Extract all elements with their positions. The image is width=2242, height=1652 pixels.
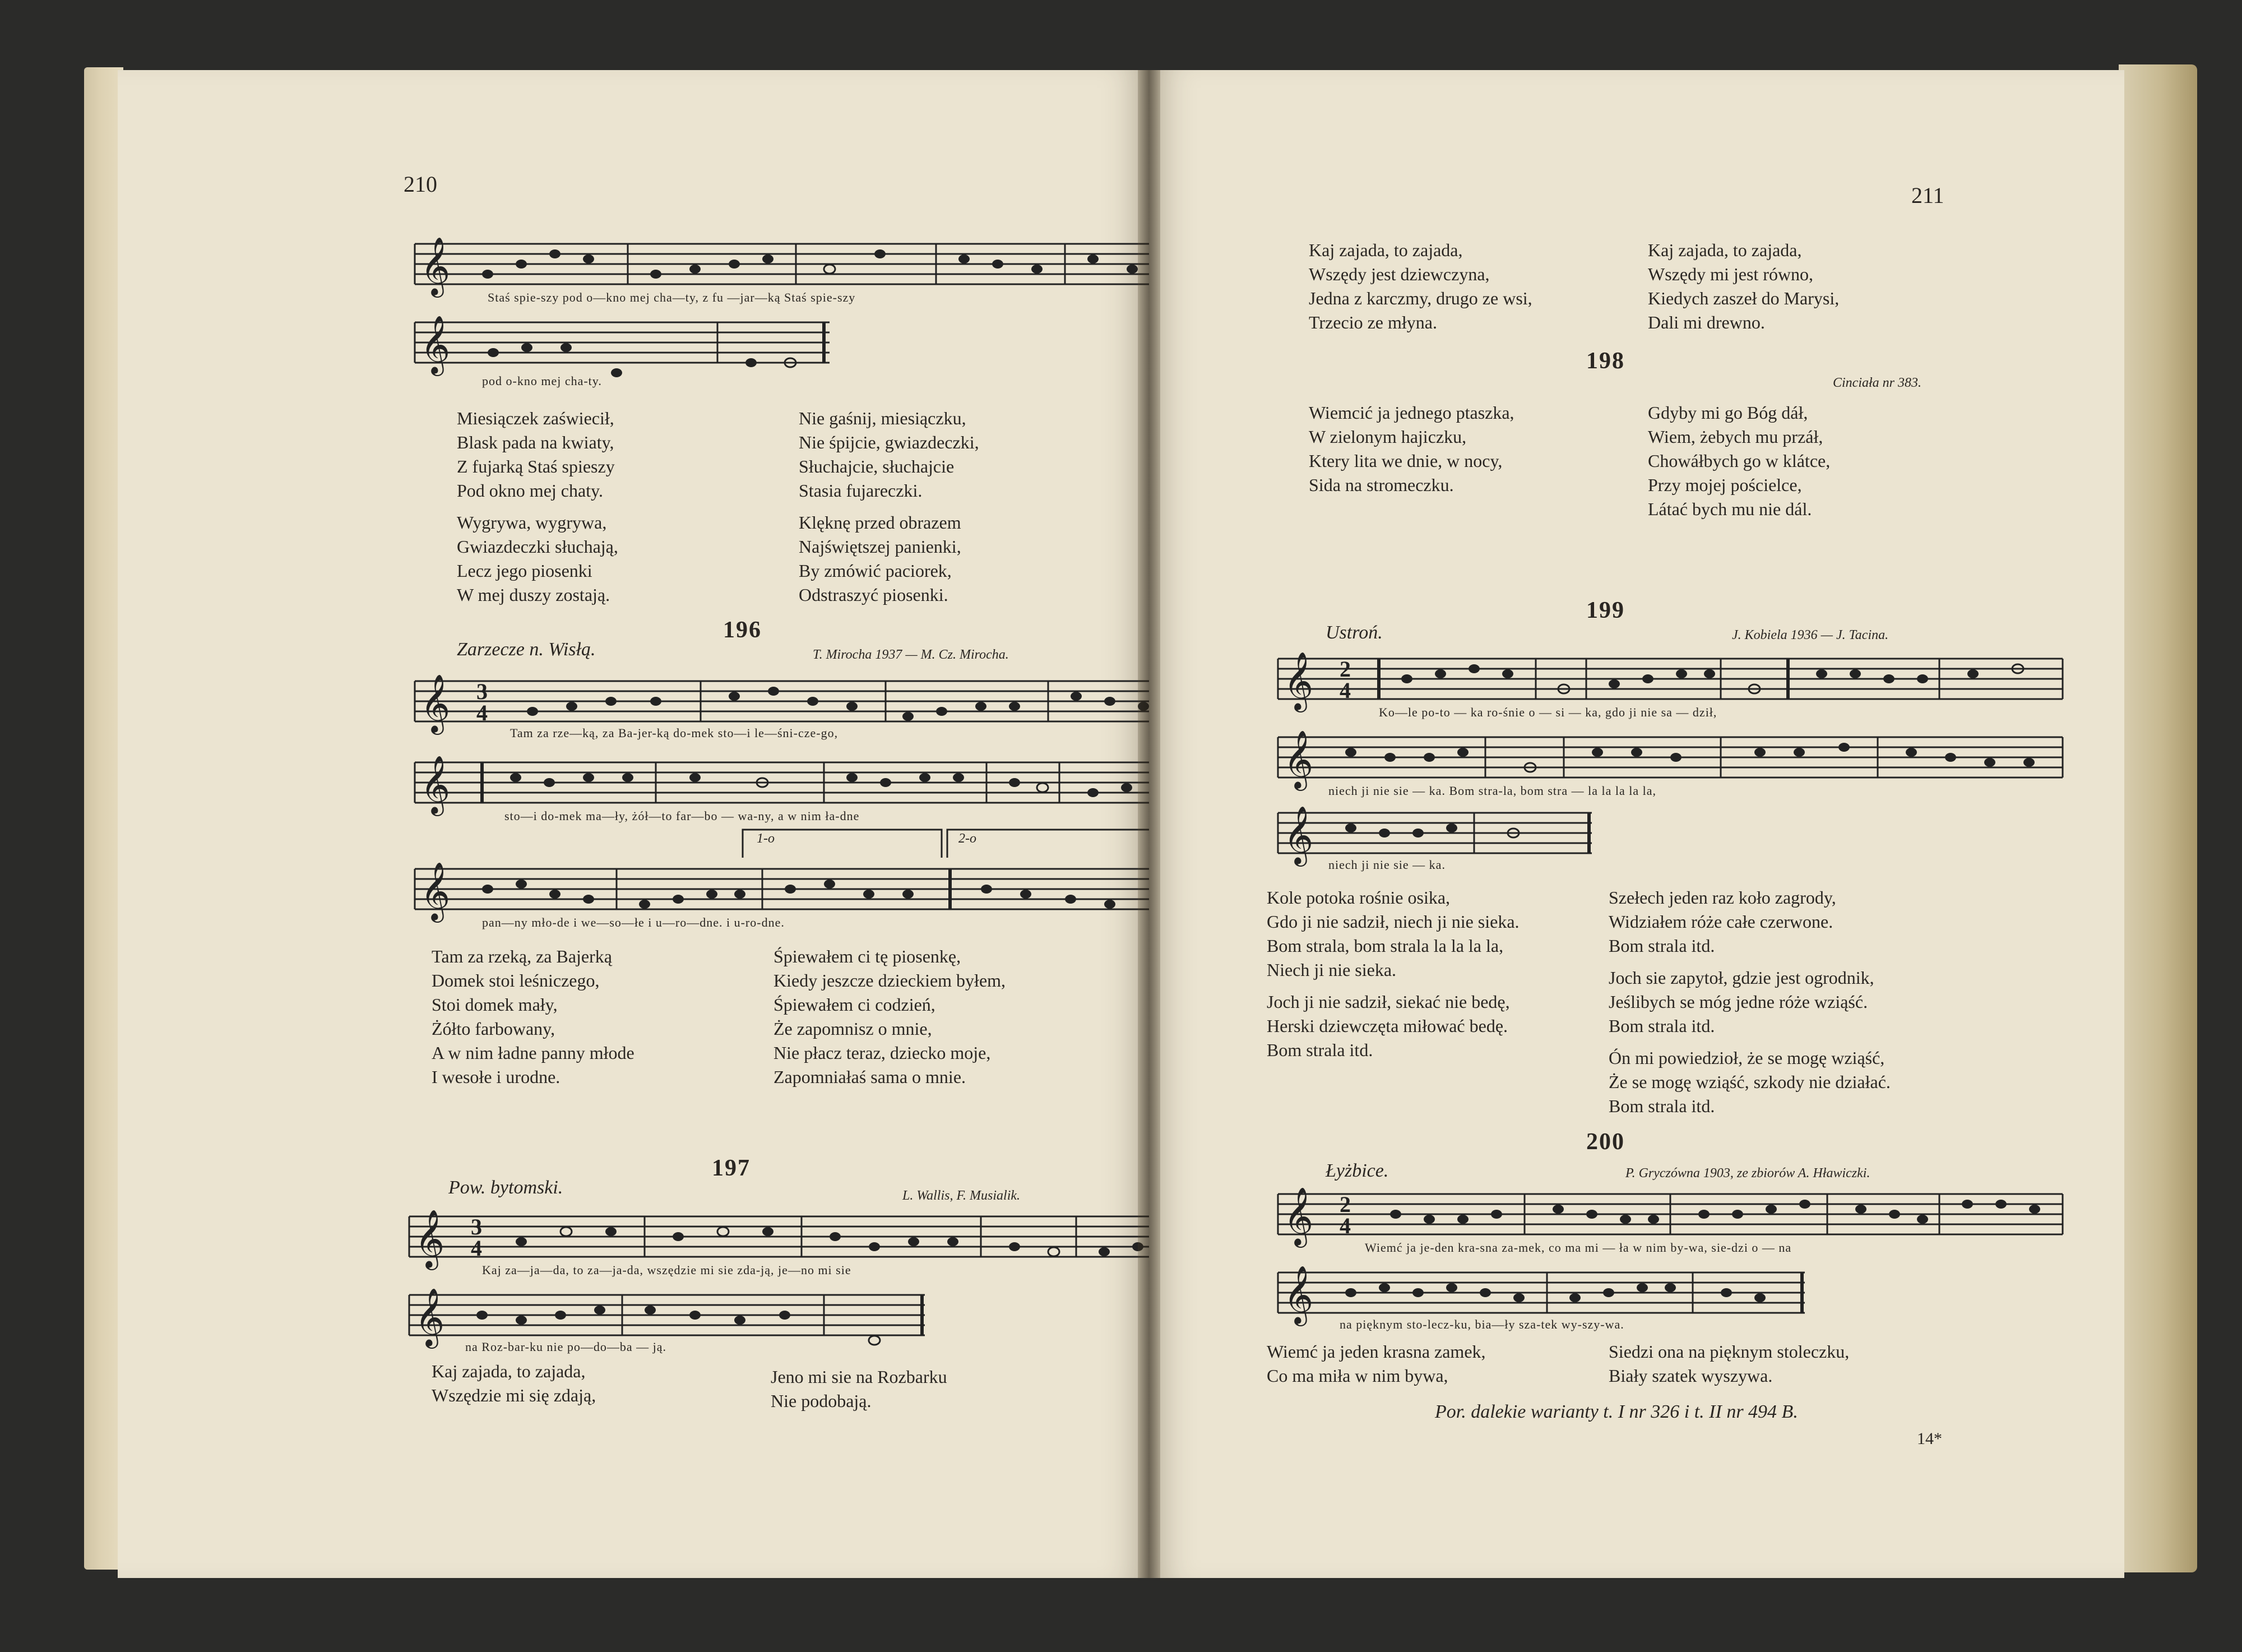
music-staff [1267,1261,1827,1323]
music-staff [1267,647,2074,709]
svg-text:2: 2 [1340,656,1351,682]
left-page [118,70,1149,1578]
svg-text:𝄞: 𝄞 [420,237,451,295]
stanza-left: Miesiączek zaświecił, Blask pada na kwiaty, Z fujarką Staś spieszy Pod okno mej chaty. Wygrywa, wygrywa, Gwiazdeczki słuchają, Lecz jego piosenki W mej duszy zostają. [457,408,618,605]
stanza-left: Kaj zajada, to zajada, Wszędy jest dziewczyna, Jedna z karczmy, drugo ze wsi, Trzecio ze młyna. [1309,240,1532,332]
lyric-line: pan—ny mło-de i we—so—łe i u—ro—dne. i u-ro-dne. [482,915,785,929]
lyric-line: niech ji nie sie — ka. Bom stra-la, bom stra — la la la la la, [1328,784,1656,798]
lyric-line: Ko—le po-to — ka ro-śnie o — si — ka, gdo ji nie sa — dził, [1379,705,1717,719]
music-staff [1267,1183,2074,1244]
stanza-right: Szełech jeden raz koło zagrody, Widziałem róże całe czerwone. Bom strala itd. Joch sie zapytoł, gdzie jest ogrodnik, Jeślibych se móg jedne róże wziąść. Bom strala itd. Ón mi powiedzioł, że se mogę wziąść, Że se mogę wziąść, szkody nie działać. Bom strala itd. [1609,887,1891,1116]
stanza-left: Kaj zajada, to zajada, Wszędzie mi się zdają, [432,1361,596,1405]
svg-text:4: 4 [476,700,488,725]
svg-text:𝄞: 𝄞 [1284,730,1314,789]
song-credit: P. Gryczówna 1903, ze zbiorów A. Hławiczki. [1625,1166,1870,1181]
song-credit: Cinciała nr 383. [1833,376,1922,390]
svg-text:𝄞: 𝄞 [1284,651,1314,710]
music-staff [404,311,852,390]
svg-text:2: 2 [1340,1192,1351,1217]
song-number: 200 [1586,1129,1625,1155]
footnote: Por. dalekie warianty t. I nr 326 i t. II nr 494 B. [1435,1401,1798,1422]
svg-text:𝄞: 𝄞 [1284,806,1314,864]
music-staff [404,751,1149,813]
svg-text:4: 4 [1340,678,1351,703]
song-number: 196 [723,617,762,643]
printer-signature: 14* [1917,1429,1942,1448]
stanza-right: Jeno mi sie na Rozbarku Nie podobają. [771,1367,947,1411]
svg-text:𝄞: 𝄞 [1284,1187,1314,1246]
page-number: 210 [404,172,437,197]
right-page [1149,70,2124,1578]
music-staff [1267,802,1614,863]
volta-1: 1-o [757,831,775,846]
stanza-left: Wiemć ja jeden krasna zamek, Co ma miła w nim bywa, [1267,1341,1486,1386]
music-staff [1267,726,2074,788]
lyric-line: na pięknym sto-lecz-ku, bia—ły sza-tek wy-szy-wa. [1340,1317,1624,1331]
svg-text:𝄞: 𝄞 [415,1288,445,1346]
stanza-right: Siedzi ona na pięknym stoleczku, Biały szatek wyszywa. [1609,1341,1850,1386]
lyric-line: na Roz-bar-ku nie po—do—ba — ją. [465,1340,667,1354]
svg-text:𝄞: 𝄞 [1284,1265,1314,1324]
svg-text:𝄞: 𝄞 [420,315,451,374]
song-number: 197 [712,1155,751,1181]
svg-text:4: 4 [1340,1213,1351,1238]
lyric-line: niech ji nie sie — ka. [1328,858,1446,872]
lyric-line: Staś spie-szy pod o—kno mej cha—ty, z fu —jar—ką Staś spie-szy [488,290,856,304]
song-place: Pow. bytomski. [448,1177,563,1198]
volta-brackets [740,827,1149,860]
svg-text:4: 4 [471,1235,482,1261]
svg-text:3: 3 [476,679,488,704]
song-number: 199 [1586,598,1625,623]
lyric-line: Tam za rze—ką, za Ba-jer-ką do-mek sto—i le—śni-cze-go, [510,726,839,740]
book-gutter [1138,70,1160,1578]
stanza-right: Nie gaśnij, miesiączku, Nie śpijcie, gwiazdeczki, Słuchajcie, słuchajcie Stasia fujareczki. Klęknę przed obrazem Najświętszej panienki, By zmówić paciorek, Odstraszyć piosenki. [799,408,979,605]
lyric-line: sto—i do-mek ma—ły, żół—to far—bo — wa-ny, a w nim ła-dne [504,809,860,823]
lyric-line: Wiemć ja je-den kra-sna za-mek, co ma mi — ła w nim by-wa, sie-dzi o — na [1365,1241,1792,1255]
song-place: Łyżbice. [1326,1160,1389,1181]
svg-text:3: 3 [471,1214,482,1239]
song-credit: L. Wallis, F. Musialik. [902,1188,1021,1203]
page-number: 211 [1911,183,1944,208]
lyric-line: pod o-kno mej cha-ty. [482,374,602,388]
song-credit: J. Kobiela 1936 — J. Tacina. [1732,628,1889,642]
music-staff [398,1205,1149,1267]
music-staff [404,858,1149,919]
song-number: 198 [1586,348,1625,374]
stanza-left: Kole potoka rośnie osika, Gdo ji nie sadził, niech ji nie sieka. Bom strala, bom strala la la la la, Niech ji nie sieka. Joch ji nie sadził, siekać nie bedę, Herski dziewczęta miłować bedę. Bom strala itd. [1267,887,1520,1060]
music-staff [398,1284,947,1345]
stanza-right: Śpiewałem ci tę piosenkę, Kiedy jeszcze dzieckiem byłem, Śpiewałem ci codzień, Że zapomnisz o mnie, Nie płacz teraz, dziecko moje, Zapomniałaś sama o mnie. [773,946,1006,1087]
music-staff [404,670,1149,732]
svg-text:𝄞: 𝄞 [420,862,451,920]
svg-text:𝄞: 𝄞 [420,755,451,814]
stanza-left: Tam za rzeką, za Bajerką Domek stoi leśniczego, Stoi domek mały, Żółto farbowany, A w nim ładne panny młode I wesołe i urodne. [432,946,634,1087]
stanza-right: Gdyby mi go Bóg dáł, Wiem, żebych mu przáł, Chowáłbych go w klátce, Przy mojej pościelce, Látać bych mu nie dál. [1648,402,1831,519]
stanza-left: Wiemcić ja jednego ptaszka, W zielonym hajiczku, Ktery lita we dnie, w nocy, Sida na stromeczku. [1309,402,1514,495]
song-place: Zarzecze n. Wisłą. [457,639,596,660]
song-place: Ustroń. [1326,622,1383,643]
stanza-right: Kaj zajada, to zajada, Wszędy mi jest równo, Kiedych zaszeł do Marysi, Dali mi drewno. [1648,240,1840,332]
lyric-line: Kaj za—ja—da, to za—ja-da, wszędzie mi sie zda-ją, je—no mi sie [482,1263,851,1277]
song-credit: T. Mirocha 1937 — M. Cz. Mirocha. [813,647,1009,662]
svg-text:𝄞: 𝄞 [420,674,451,733]
volta-2: 2-o [958,831,976,846]
right-page-stack [2119,64,2197,1572]
svg-text:𝄞: 𝄞 [415,1209,445,1268]
